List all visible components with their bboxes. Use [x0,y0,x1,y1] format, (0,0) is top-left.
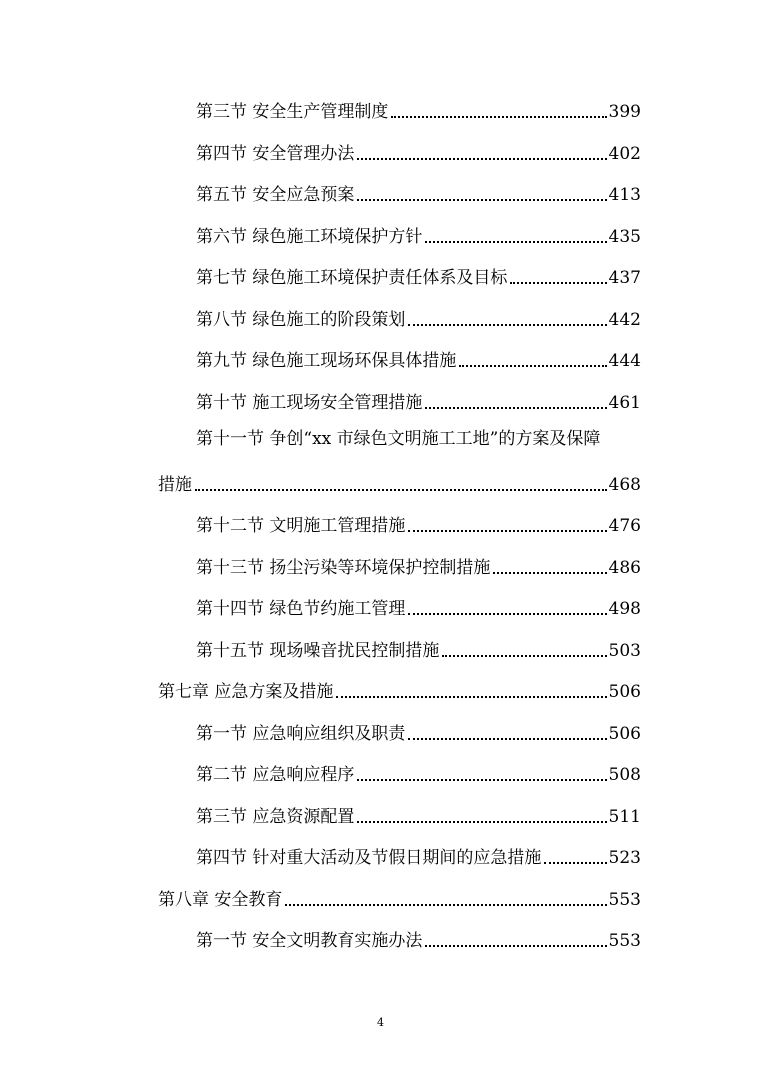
toc-label: 第四节 安全管理办法 [196,144,355,164]
toc-label: 第十二节 文明施工管理措施 [196,516,406,536]
toc-label: 第十节 施工现场安全管理措施 [196,393,423,413]
toc-page-number: 437 [608,268,641,288]
toc-label: 第十三节 扬尘污染等环境保护控制措施 [196,558,491,578]
toc-entry-8[interactable] [158,466,641,496]
dot-leader [425,945,606,947]
dot-leader [357,821,606,823]
toc-entry-11[interactable] [196,590,641,620]
toc-entry-0[interactable] [196,93,641,123]
toc-entry-7[interactable] [196,384,641,414]
toc-label: 第八章 安全教育 [158,890,283,910]
toc-page-number: 498 [608,599,641,619]
dot-leader [408,324,606,326]
dot-leader [408,738,606,740]
toc-entry-8-line1[interactable]: 第十一节 争创“xx 市绿色文明施工工地”的方案及保障 [196,429,601,449]
toc-page-number: 399 [608,102,641,122]
toc-page-number: 553 [608,931,641,951]
toc-entry-10[interactable] [196,549,641,579]
dot-leader [336,696,606,698]
toc-page-number: 508 [608,765,641,785]
toc-entry-6[interactable] [196,342,641,372]
dot-leader [544,862,606,864]
dot-leader [357,158,606,160]
toc-entry-19[interactable] [196,922,641,952]
toc-label: 第五节 安全应急预案 [196,185,355,205]
toc-label: 第十五节 现场噪音扰民控制措施 [196,641,440,661]
toc-page-number: 486 [608,558,641,578]
dot-leader [425,241,606,243]
dot-leader [510,282,606,284]
dot-leader [195,489,607,491]
dot-leader [493,572,606,574]
toc-entry-17[interactable] [196,839,641,869]
dot-leader [408,613,606,615]
toc-page-number: 435 [608,227,641,247]
toc-label: 第九节 绿色施工现场环保具体措施 [196,351,457,371]
dot-leader [285,904,606,906]
toc-label: 第七节 绿色施工环境保护责任体系及目标 [196,268,508,288]
toc-entry-3[interactable] [196,218,641,248]
dot-leader [459,365,606,367]
toc-label: 第二节 应急响应程序 [196,765,355,785]
toc-entry-16[interactable] [196,798,641,828]
dot-leader [357,779,606,781]
toc-label: 第一节 安全文明教育实施办法 [196,931,423,951]
footer-page-number: 4 [377,1016,384,1029]
toc-label: 第六节 绿色施工环境保护方针 [196,227,423,247]
toc-page-number: 444 [608,351,641,371]
toc-entry-13[interactable] [158,673,641,703]
toc-entry-14[interactable] [196,715,641,745]
toc-label: 第三节 安全生产管理制度 [196,102,389,122]
toc-label: 第三节 应急资源配置 [196,807,355,827]
toc-page-number: 402 [608,144,641,164]
toc-page-number: 461 [608,393,641,413]
toc-page-number: 506 [608,682,641,702]
toc-page-number: 503 [608,641,641,661]
dot-leader [357,199,606,201]
toc-label: 第十四节 绿色节约施工管理 [196,599,406,619]
toc-entry-5[interactable] [196,301,641,331]
dot-leader [391,116,606,118]
toc-label: 第一节 应急响应组织及职责 [196,724,406,744]
toc-entry-18[interactable] [158,881,641,911]
toc-page-number: 476 [608,516,641,536]
toc-page-number: 413 [608,185,641,205]
toc-page-number: 511 [608,807,641,827]
toc-label: 措施 [158,475,192,495]
toc-entry-9[interactable] [196,507,641,537]
toc-entry-1[interactable] [196,135,641,165]
toc-entry-12[interactable] [196,632,641,662]
toc-page-number: 468 [608,475,641,495]
toc-entry-2[interactable] [196,176,641,206]
toc-entry-4[interactable] [196,259,641,289]
toc-page-number: 442 [608,310,641,330]
toc-label: 第八节 绿色施工的阶段策划 [196,310,406,330]
toc-page-number: 523 [608,848,641,868]
toc-entry-15[interactable] [196,756,641,786]
dot-leader [442,655,606,657]
dot-leader [408,530,606,532]
dot-leader [425,407,606,409]
toc-label: 第四节 针对重大活动及节假日期间的应急措施 [196,848,542,868]
toc-label: 第七章 应急方案及措施 [158,682,334,702]
toc-page-number: 506 [608,724,641,744]
toc-page-number: 553 [608,890,641,910]
